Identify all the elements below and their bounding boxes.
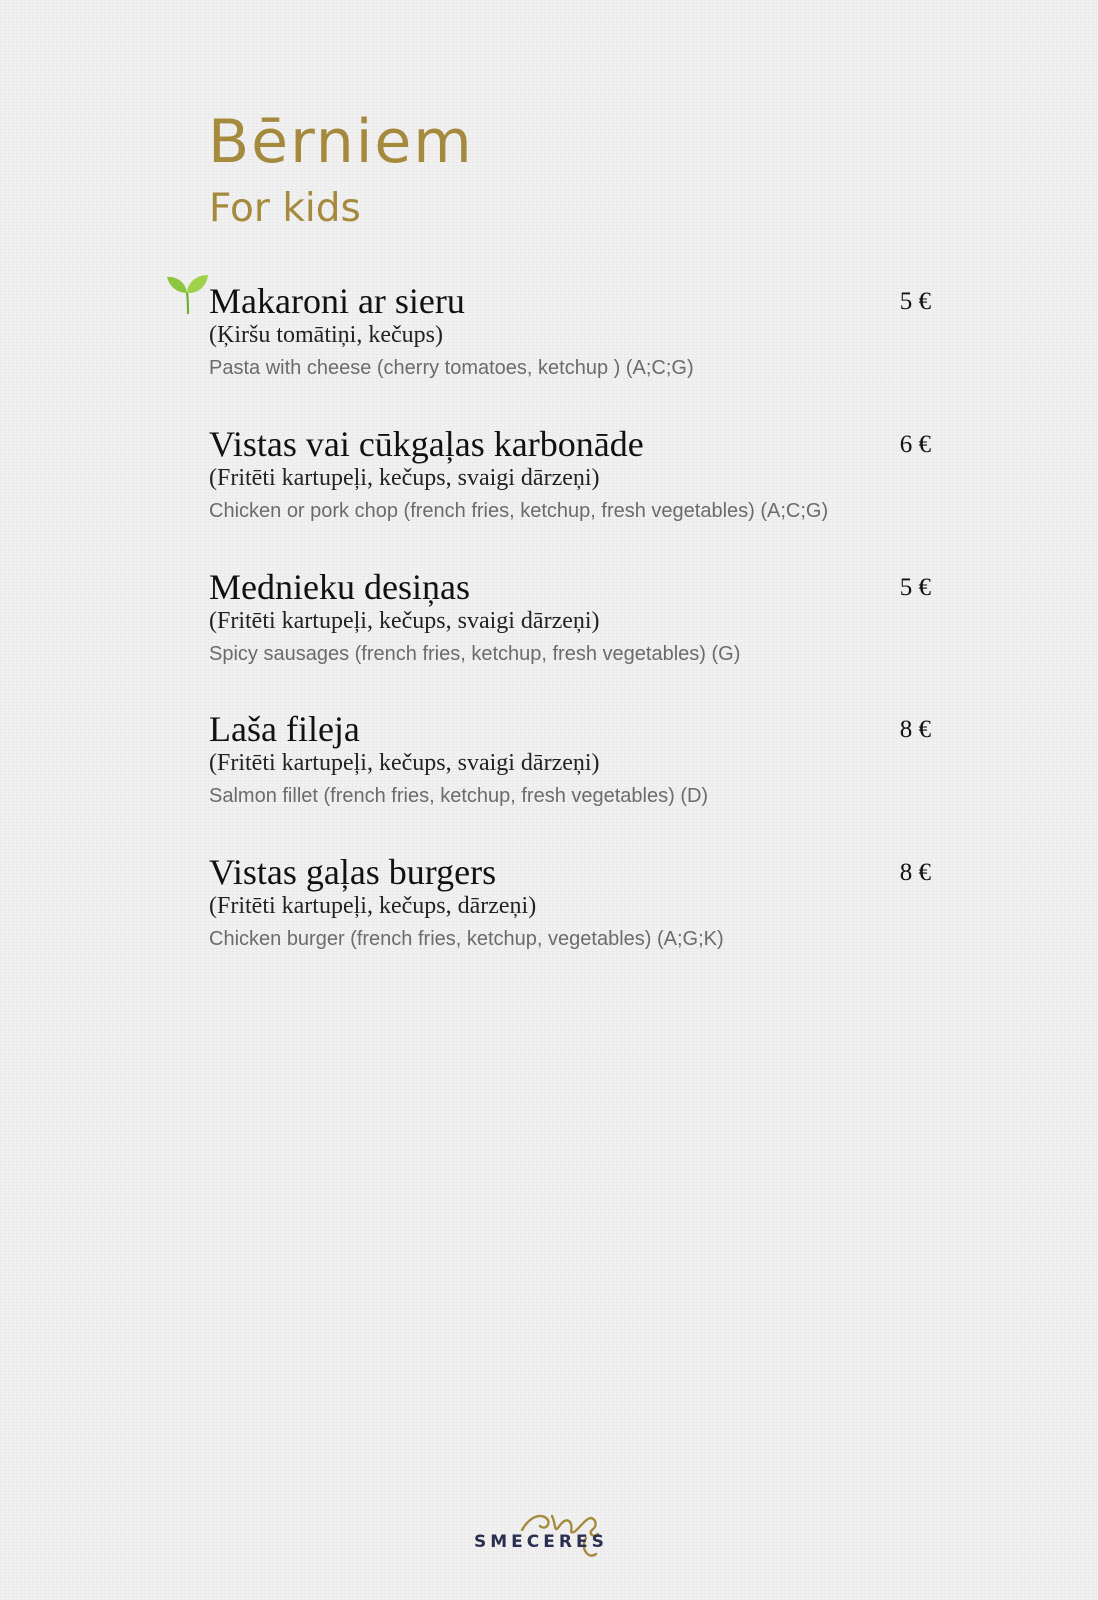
menu-item — [209, 711, 931, 831]
restaurant-logo — [470, 1508, 620, 1568]
dish-description-en: Chicken or pork chop (french fries, ketchup, fresh vegetables) (A;C;G) — [209, 500, 829, 522]
page-subtitle: For kids — [209, 186, 361, 231]
dish-description-en: Spicy sausages (french fries, ketchup, fresh vegetables) (G) — [209, 643, 741, 665]
dish-description-en: Salmon fillet (french fries, ketchup, fresh vegetables) (D) — [209, 785, 709, 807]
dish-description-lv: (Fritēti kartupeļi, kečups, dārzeņi) — [209, 893, 537, 919]
dish-price: 8 € — [899, 859, 931, 886]
menu-item — [209, 854, 931, 974]
dish-description-lv: (Fritēti kartupeļi, kečups, svaigi dārzeņi) — [209, 465, 600, 491]
dish-price: 6 € — [899, 431, 931, 458]
dish-name: Vistas vai cūkgaļas karbonāde — [209, 424, 644, 464]
dish-price: 5 € — [899, 288, 931, 315]
sprout-icon — [166, 271, 210, 315]
dish-name: Makaroni ar sieru — [209, 281, 465, 321]
dish-name: Laša fileja — [209, 709, 360, 749]
dish-price: 5 € — [899, 574, 931, 601]
dish-name: Vistas gaļas burgers — [209, 852, 497, 892]
dish-price: 8 € — [899, 716, 931, 743]
logo-wordmark: SMECERES — [474, 1532, 608, 1552]
dish-name: Mednieku desiņas — [209, 567, 470, 607]
dish-description-lv: (Fritēti kartupeļi, kečups, svaigi dārzeņi) — [209, 750, 600, 776]
page-title: Bērniem — [208, 107, 474, 177]
menu-item — [209, 283, 931, 403]
menu-item — [209, 426, 931, 546]
dish-description-lv: (Fritēti kartupeļi, kečups, svaigi dārzeņi) — [209, 608, 600, 634]
dish-description-lv: (Ķiršu tomātiņi, kečups) — [209, 322, 443, 348]
dish-description-en: Chicken burger (french fries, ketchup, vegetables) (A;G;K) — [209, 928, 724, 950]
menu-item — [209, 569, 931, 689]
dish-description-en: Pasta with cheese (cherry tomatoes, ketchup ) (A;C;G) — [209, 357, 694, 379]
